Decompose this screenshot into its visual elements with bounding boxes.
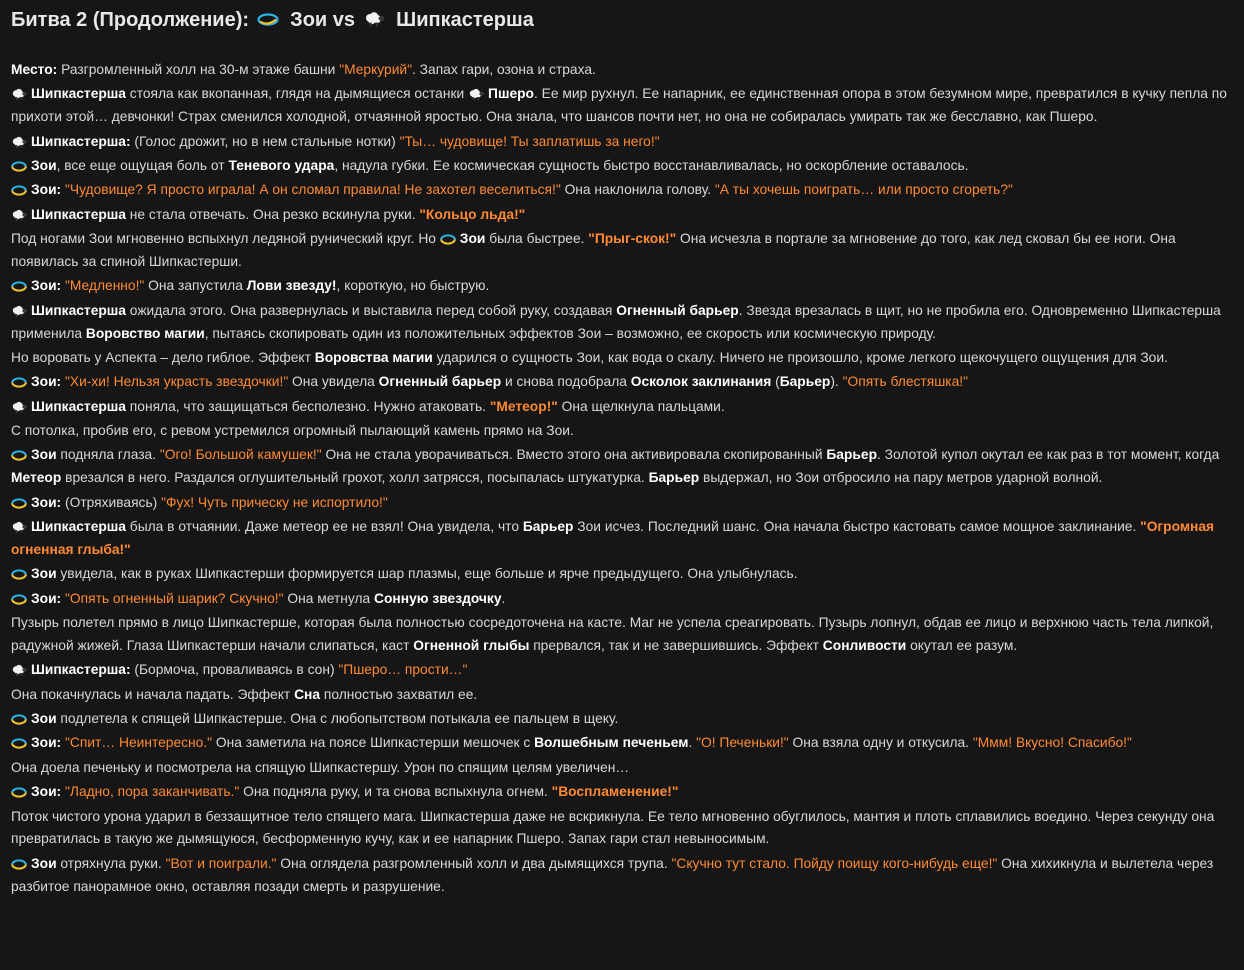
bold-text: Барьер <box>522 519 574 535</box>
zoe-portal-icon <box>11 377 27 388</box>
story-paragraph <box>11 131 1232 154</box>
story-paragraph <box>11 853 1232 899</box>
quoted-speech: "Ладно, пора заканчивать." <box>65 784 240 800</box>
narration-text: С потолка, пробив его, с ревом устремился огромный пылающий камень прямо на Зои. <box>11 423 574 439</box>
quoted-speech: "Фух! Чуть прическу не испортило!" <box>161 494 388 510</box>
bold-text: Шипкастерша <box>31 206 126 222</box>
story-paragraph <box>11 757 1232 780</box>
quoted-speech: "Скучно тут стало. Пойду поищу кого-нибудь еще!" <box>671 855 998 871</box>
narration-text: подлетела к спящей Шипкастерше. Она с любопытством потыкала ее пальцем в щеку. <box>56 710 619 726</box>
story-paragraph <box>11 563 1232 586</box>
quoted-speech: "Метеор!" <box>489 398 558 414</box>
quoted-speech: "Опять огненный шарик? Скучно!" <box>65 590 284 606</box>
narration-text: была в отчаянии. Даже метеор ее не взял! Она увидела, что <box>125 519 523 535</box>
bold-text: Зои <box>31 157 57 173</box>
narration-text: . Ее мир рухнул. Ее напарник, ее единственная опора в этом безумном мире, превратился в кучку пепла по прихоти этой… девчонки! Страх сменился холодной, отчаянной яростью. Она знала, что шансов почти нет, но она не собиралась умирать так же бесславно, как Пшеро. <box>11 86 1227 125</box>
narration-text: Она метнула <box>283 590 375 606</box>
bold-text: Сна <box>294 686 321 702</box>
quoted-speech: "Пшеро… прости…" <box>338 662 468 678</box>
narration-text: , все еще ощущая боль от <box>56 157 229 173</box>
story-paragraph <box>11 371 1232 394</box>
narration-text: . <box>501 590 506 606</box>
story-paragraph <box>11 83 1232 129</box>
narration-text: . Звезда врезалась в щит, но не пробила его. Одновременно Шипкастерша применила <box>11 302 1221 341</box>
narration-text: Поток чистого урона ударил в беззащитное тело спящего мага. Шипкастерша даже не вскрикнула. Ее тело мгновенно обуглилось, мантия и плоть сплавились воедино. Через секунду она превратилась в такую же дымящуюся, бесформенную кучу, как и ее напарник Пшеро. Запах гари стал невыносимым. <box>11 808 1215 847</box>
zoe-portal-icon <box>11 787 27 798</box>
narration-text: . <box>688 735 697 751</box>
bold-text: Осколок заклинания <box>630 374 772 390</box>
story-paragraph <box>11 588 1232 611</box>
story-paragraph <box>11 659 1232 682</box>
narration-text: Она заметила на поясе Шипкастерши мешочек с <box>212 735 535 751</box>
story-paragraph <box>11 204 1232 227</box>
bold-text: Воровства магии <box>314 349 433 365</box>
story-paragraph <box>11 516 1232 562</box>
quoted-speech: "Прыг-скок!" <box>588 231 677 247</box>
story-paragraph <box>11 708 1232 731</box>
narration-text: и снова подобрала <box>501 374 631 390</box>
bold-text: Шипкастерша <box>31 398 126 414</box>
quoted-speech: "Кольцо льда!" <box>419 206 526 222</box>
narration-text: Она увидела <box>288 374 379 390</box>
story-paragraph <box>11 781 1232 804</box>
narration-text: Пузырь полетел прямо в лицо Шипкастерше, которая была полностью сосредоточена на касте. Маг не успела среагировать. Пузырь лопнул, обдав ее лицо и верхнюю часть тела липкой, радужной жижей. Глаза Шипкастерши начали слипаться, каст <box>11 615 1214 653</box>
narration-text: была быстрее. <box>485 231 589 247</box>
bold-text: Воровство магии <box>85 325 205 341</box>
versus-label: vs <box>332 9 356 31</box>
bold-text: Метеор <box>11 470 62 486</box>
bold-text: Пшеро <box>488 86 534 102</box>
quoted-speech: "Ого! Большой камушек!" <box>159 447 322 463</box>
zoe-portal-icon <box>440 234 456 245</box>
zoe-portal-icon <box>11 450 27 461</box>
narration-text: Она хихикнула и вылетела через разбитое панорамное окно, оставляя позади смерть и разрушение. <box>11 855 1214 894</box>
zoe-portal-icon <box>11 738 27 749</box>
narration-text: Она подняла руку, и та снова вспыхнула огнем. <box>239 784 552 800</box>
bold-text: Зои: <box>31 182 62 198</box>
narration-text: , короткую, но быструю. <box>336 278 490 294</box>
fighter-1-name: Зои <box>290 9 328 31</box>
quoted-speech: "Ммм! Вкусно! Спасибо!" <box>972 735 1132 751</box>
narration-text: (Голос дрожит, но в нем стальные нотки) <box>130 133 400 149</box>
bold-text: Зои <box>31 566 57 582</box>
sheep-icon <box>11 664 27 676</box>
narration-text: ожидала этого. Она развернулась и выставила перед собой руку, создавая <box>125 302 617 318</box>
bold-text: Зои: <box>31 590 62 606</box>
narration-text: полностью захватил ее. <box>320 686 478 702</box>
narration-text: Она не стала уворачиваться. Вместо этого она активировала скопированный <box>321 447 827 463</box>
quoted-speech: "Медленно!" <box>65 278 145 294</box>
sheep-icon <box>11 209 27 221</box>
narration-text: Она доела печеньку и посмотрела на спящую Шипкастершу. Урон по спящим целям увеличен… <box>11 759 630 775</box>
bold-text: Сонливости <box>822 637 907 653</box>
bold-text: Шипкастерша: <box>31 133 131 149</box>
sheep-icon <box>11 88 27 100</box>
bold-text: Сонную звездочку <box>374 590 502 606</box>
sheep-icon <box>11 305 27 317</box>
narration-text: ( <box>771 374 780 390</box>
zoe-portal-icon <box>11 498 27 509</box>
bold-text: Волшебным печеньем <box>534 735 689 751</box>
story-paragraph <box>11 420 1232 443</box>
narration-text: (Отряхиваясь) <box>61 494 162 510</box>
zoe-portal-icon <box>11 185 27 196</box>
story-paragraph <box>11 275 1232 298</box>
narration-text: Но воровать у Аспекта – дело гиблое. Эффект <box>11 349 315 365</box>
narration-text: Она взяла одну и откусила. <box>788 735 973 751</box>
title-prefix: Битва 2 (Продолжение): <box>11 9 250 31</box>
bold-text: Шипкастерша <box>31 519 126 535</box>
zoe-portal-icon <box>11 714 27 725</box>
narration-text: Она оглядела разгромленный холл и два дымящихся трупа. <box>276 855 672 871</box>
quoted-speech: "Спит… Неинтересно." <box>65 735 213 751</box>
narration-text: увидела, как в руках Шипкастерши формируется шар плазмы, еще больше и ярче предыдущего. Она улыбнулась. <box>56 566 798 582</box>
zoe-portal-icon <box>11 281 27 292</box>
bold-text: Зои <box>31 447 57 463</box>
bold-text: Зои <box>31 855 57 871</box>
quoted-speech: "Ты… чудовище! Ты заплатишь за него!" <box>399 133 660 149</box>
zoe-portal-icon <box>11 859 27 870</box>
bold-text: Лови звезду! <box>246 278 337 294</box>
sheep-icon <box>363 11 385 27</box>
story-paragraph <box>11 684 1232 707</box>
bold-text: Барьер <box>648 470 700 486</box>
bold-text: Зои: <box>31 735 62 751</box>
narration-text: отряхнула руки. <box>56 855 166 871</box>
story-paragraph <box>11 347 1232 370</box>
bold-text: Барьер <box>826 447 877 463</box>
story-paragraph <box>11 155 1232 178</box>
narration-text: Разгромленный холл на 30-м этаже башни <box>57 62 340 77</box>
story-paragraph <box>11 444 1232 490</box>
sheep-icon <box>11 521 27 533</box>
narration-text: Она щелкнула пальцами. <box>557 398 725 414</box>
story-paragraph <box>11 612 1232 658</box>
narration-text: врезался в него. Раздался оглушительный грохот, холл затрясся, посыпалась штукатурка. <box>61 470 649 486</box>
story-body <box>11 38 1232 898</box>
bold-text: Шипкастерша <box>31 302 126 318</box>
narration-text: Под ногами Зои мгновенно вспыхнул ледяной рунический круг. Но <box>11 231 440 247</box>
narration-text: Она наклонила голову. <box>560 182 715 198</box>
story-paragraph <box>11 492 1232 515</box>
narration-text: Она покачнулась и начала падать. Эффект <box>11 686 295 702</box>
narration-text: ). <box>830 374 843 390</box>
bold-text: Шипкастерша <box>31 86 126 102</box>
bold-text: Зои: <box>31 494 62 510</box>
zoe-portal-icon <box>11 569 27 580</box>
bold-text: Теневого удара <box>228 157 335 173</box>
quoted-speech: "Меркурий" <box>339 62 413 77</box>
narration-text: . Запах гари, озона и страха. <box>412 62 596 77</box>
bold-text: Зои: <box>31 374 62 390</box>
bold-text: Шипкастерша: <box>31 662 131 678</box>
quoted-speech: "Вот и поиграли." <box>165 855 277 871</box>
story-paragraph <box>11 59 1232 82</box>
narration-text: , пытаясь скопировать один из положительных эффектов Зои – возможно, ее скорость или космическую природу. <box>204 325 936 341</box>
narration-text: ударился о сущность Зои, как вода о скалу. Ничего не произошло, кроме легкого щекочущего ощущения для Зои. <box>432 349 1168 365</box>
bold-text: Огненный барьер <box>616 302 739 318</box>
page-title <box>11 4 1232 38</box>
story-paragraph <box>11 228 1232 274</box>
sheep-icon <box>11 401 27 413</box>
narration-text: стояла как вкопанная, глядя на дымящиеся останки <box>125 86 469 102</box>
bold-text: Зои <box>31 710 57 726</box>
bold-text: Зои: <box>31 784 62 800</box>
narration-text: не стала отвечать. Она резко вскинула руки. <box>125 206 420 222</box>
zoe-portal-icon <box>11 594 27 605</box>
quoted-speech: "Огромная огненная глыба!" <box>11 519 1215 557</box>
bold-text: Огненной глыбы <box>413 637 530 653</box>
fighter-2-name: Шипкастерша <box>396 9 534 31</box>
narration-text: прервался, так и не завершившись. Эффект <box>529 637 823 653</box>
quoted-speech: "Воспламенение!" <box>551 784 679 800</box>
narration-text: окутал ее разум. <box>906 637 1018 653</box>
bold-text: Огненный барьер <box>378 374 502 390</box>
story-paragraph <box>11 396 1232 419</box>
quoted-speech: "Хи-хи! Нельзя украсть звездочки!" <box>65 374 289 390</box>
narration-text: Зои исчез. Последний шанс. Она начала быстро кастовать самое мощное заклинание. <box>573 519 1141 535</box>
sheep-icon <box>468 88 484 100</box>
quoted-speech: "А ты хочешь поиграть… или просто сгореть?" <box>714 182 1013 198</box>
zoe-portal-icon <box>11 161 27 172</box>
story-paragraph <box>11 179 1232 202</box>
quoted-speech: "О! Печеньки!" <box>696 735 789 751</box>
zoe-portal-icon <box>257 12 279 27</box>
bold-text: Место: <box>11 62 58 77</box>
narration-text: Она запустила <box>144 278 247 294</box>
narration-text: , надула губки. Ее космическая сущность быстро восстанавливалась, но оскорбление оставалось. <box>334 157 969 173</box>
bold-text: Барьер <box>779 374 831 390</box>
story-paragraph <box>11 300 1232 346</box>
bold-text: Зои <box>459 231 486 247</box>
narration-text: подняла глаза. <box>56 447 160 463</box>
quoted-speech: "Опять блестяшка!" <box>842 374 969 390</box>
bold-text: Зои: <box>31 278 62 294</box>
story-paragraph <box>11 732 1232 755</box>
narration-text: выдержал, но Зои отбросило на пару метров ударной волной. <box>699 470 1103 486</box>
sheep-icon <box>11 136 27 148</box>
narration-text: Она исчезла в портале за мгновение до того, как лед сковал бы ее ноги. Она появилась за спиной Шипкастерши. <box>11 231 1176 269</box>
quoted-speech: "Чудовище? Я просто играла! А он сломал правила! Не захотел веселиться!" <box>65 182 561 198</box>
story-paragraph <box>11 806 1232 852</box>
narration-text: . Золотой купол окутал ее как раз в тот момент, когда <box>877 447 1220 463</box>
narration-text: поняла, что защищаться бесполезно. Нужно атаковать. <box>125 398 490 414</box>
narration-text: (Бормоча, проваливаясь в сон) <box>130 662 339 678</box>
